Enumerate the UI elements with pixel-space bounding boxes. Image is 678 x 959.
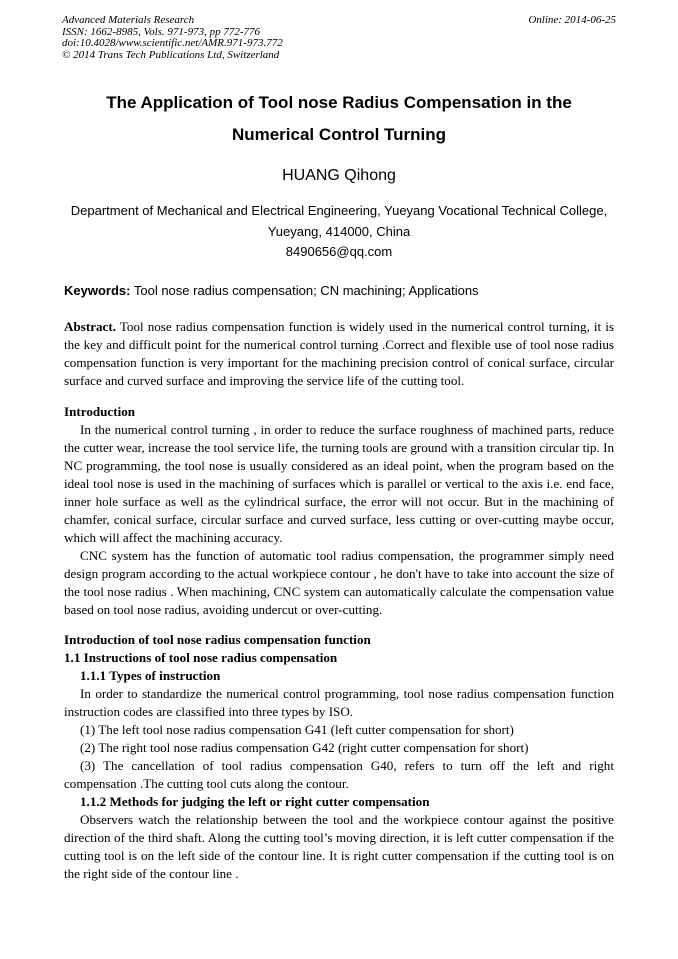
methods-paragraph: Observers watch the relationship between the tool and the workpiece contour against the positive direction of the third shaft. Along the cutting tool’s moving direction, it is left cutter compensation if the cutting tool is on the left side of the contour line. It is right cutter compensation if the cutting tool is on the right side of the contour line . [64,812,614,881]
list-item-g41: (1) The left tool nose radius compensation G41 (left cutter compensation for short) [80,722,514,737]
subsection-1-1-2-heading: 1.1.2 Methods for judging the left or right cutter compensation [80,794,430,809]
intro-heading: Introduction [64,404,136,419]
copyright-line: © 2014 Trans Tech Publications Ltd, Switzerland [62,48,280,61]
journal-name: Advanced Materials Research [62,14,195,26]
keywords-text: Tool nose radius compensation; CN machining; Applications [133,283,479,298]
function-heading: Introduction of tool nose radius compensation function [64,632,371,647]
doi-line: doi:10.4028/www.scientific.net/AMR.971-973.772 [62,37,283,49]
author-email: 8490656@qq.com [285,244,393,259]
online-date: Online: 2014-06-25 [528,14,616,26]
keywords-label: Keywords: [64,283,131,298]
subsection-1-1-heading: 1.1 Instructions of tool nose radius compensation [64,650,338,665]
abstract-label: Abstract. [64,319,116,334]
author-name: HUANG Qihong [282,167,396,184]
issn-line: ISSN: 1662-8985, Vols. 971-973, pp 772-776 [62,25,260,38]
subsection-1-1-1-heading: 1.1.1 Types of instruction [80,668,221,683]
list-item-g40: (3) The cancellation of tool radius compensation G40, refers to turn off the left and right compensation .The cutting tool cuts along the contour. [64,758,614,791]
intro-paragraph-2: CNC system has the function of automatic tool radius compensation, the programmer simply need design program according to the actual workpiece contour , he don't have to take into account the size of the tool nose radius . When machining, CNC system can automatically calculate the compensation value based on tool nose radius, avoiding undercut or over-cutting. [64,548,614,617]
keywords-line [64,282,614,300]
abstract-text: Tool nose radius compensation function is widely used in the numerical control turning, it is the key and difficult point for the numerical control turning .Correct and flexible use of tool nose radius compensation function is very important for the machining precision control of conical surface, circular surface and curved surface and improving the service life of the cutting tool. [64,319,614,388]
abstract-paragraph [64,318,614,390]
types-paragraph: In order to standardize the numerical control programming, tool nose radius compensation function instruction codes are classified into three types by ISO. [64,686,614,719]
journal-header [62,15,283,61]
affiliation: Department of Mechanical and Electrical Engineering, Yueyang Vocational Technical College, Yueyang, 414000, China [70,203,608,239]
paper-body [64,318,614,883]
list-item-g42: (2) The right tool nose radius compensation G42 (right cutter compensation for short) [80,740,529,755]
intro-paragraph-1: In the numerical control turning , in order to reduce the surface roughness of machined parts, reduce the cutter wear, increase the tool service life, the turning tools are ground with a transition circular tip. In NC programming, the tool nose is usually considered as an ideal point, when the program based on the ideal tool nose is used in the machining of surfaces which is parallel or vertical to the axis i.e. end face, inner hole surface as well as the cylindrical surface, the error will not occur. But in the machining of chamfer, conical surface, circular surface and curved surface, less cutting or over-cutting maybe occur, which will affect the machining accuracy. [64,422,614,545]
paper-title: The Application of Tool nose Radius Compensation in the Numerical Control Turning [106,93,572,144]
